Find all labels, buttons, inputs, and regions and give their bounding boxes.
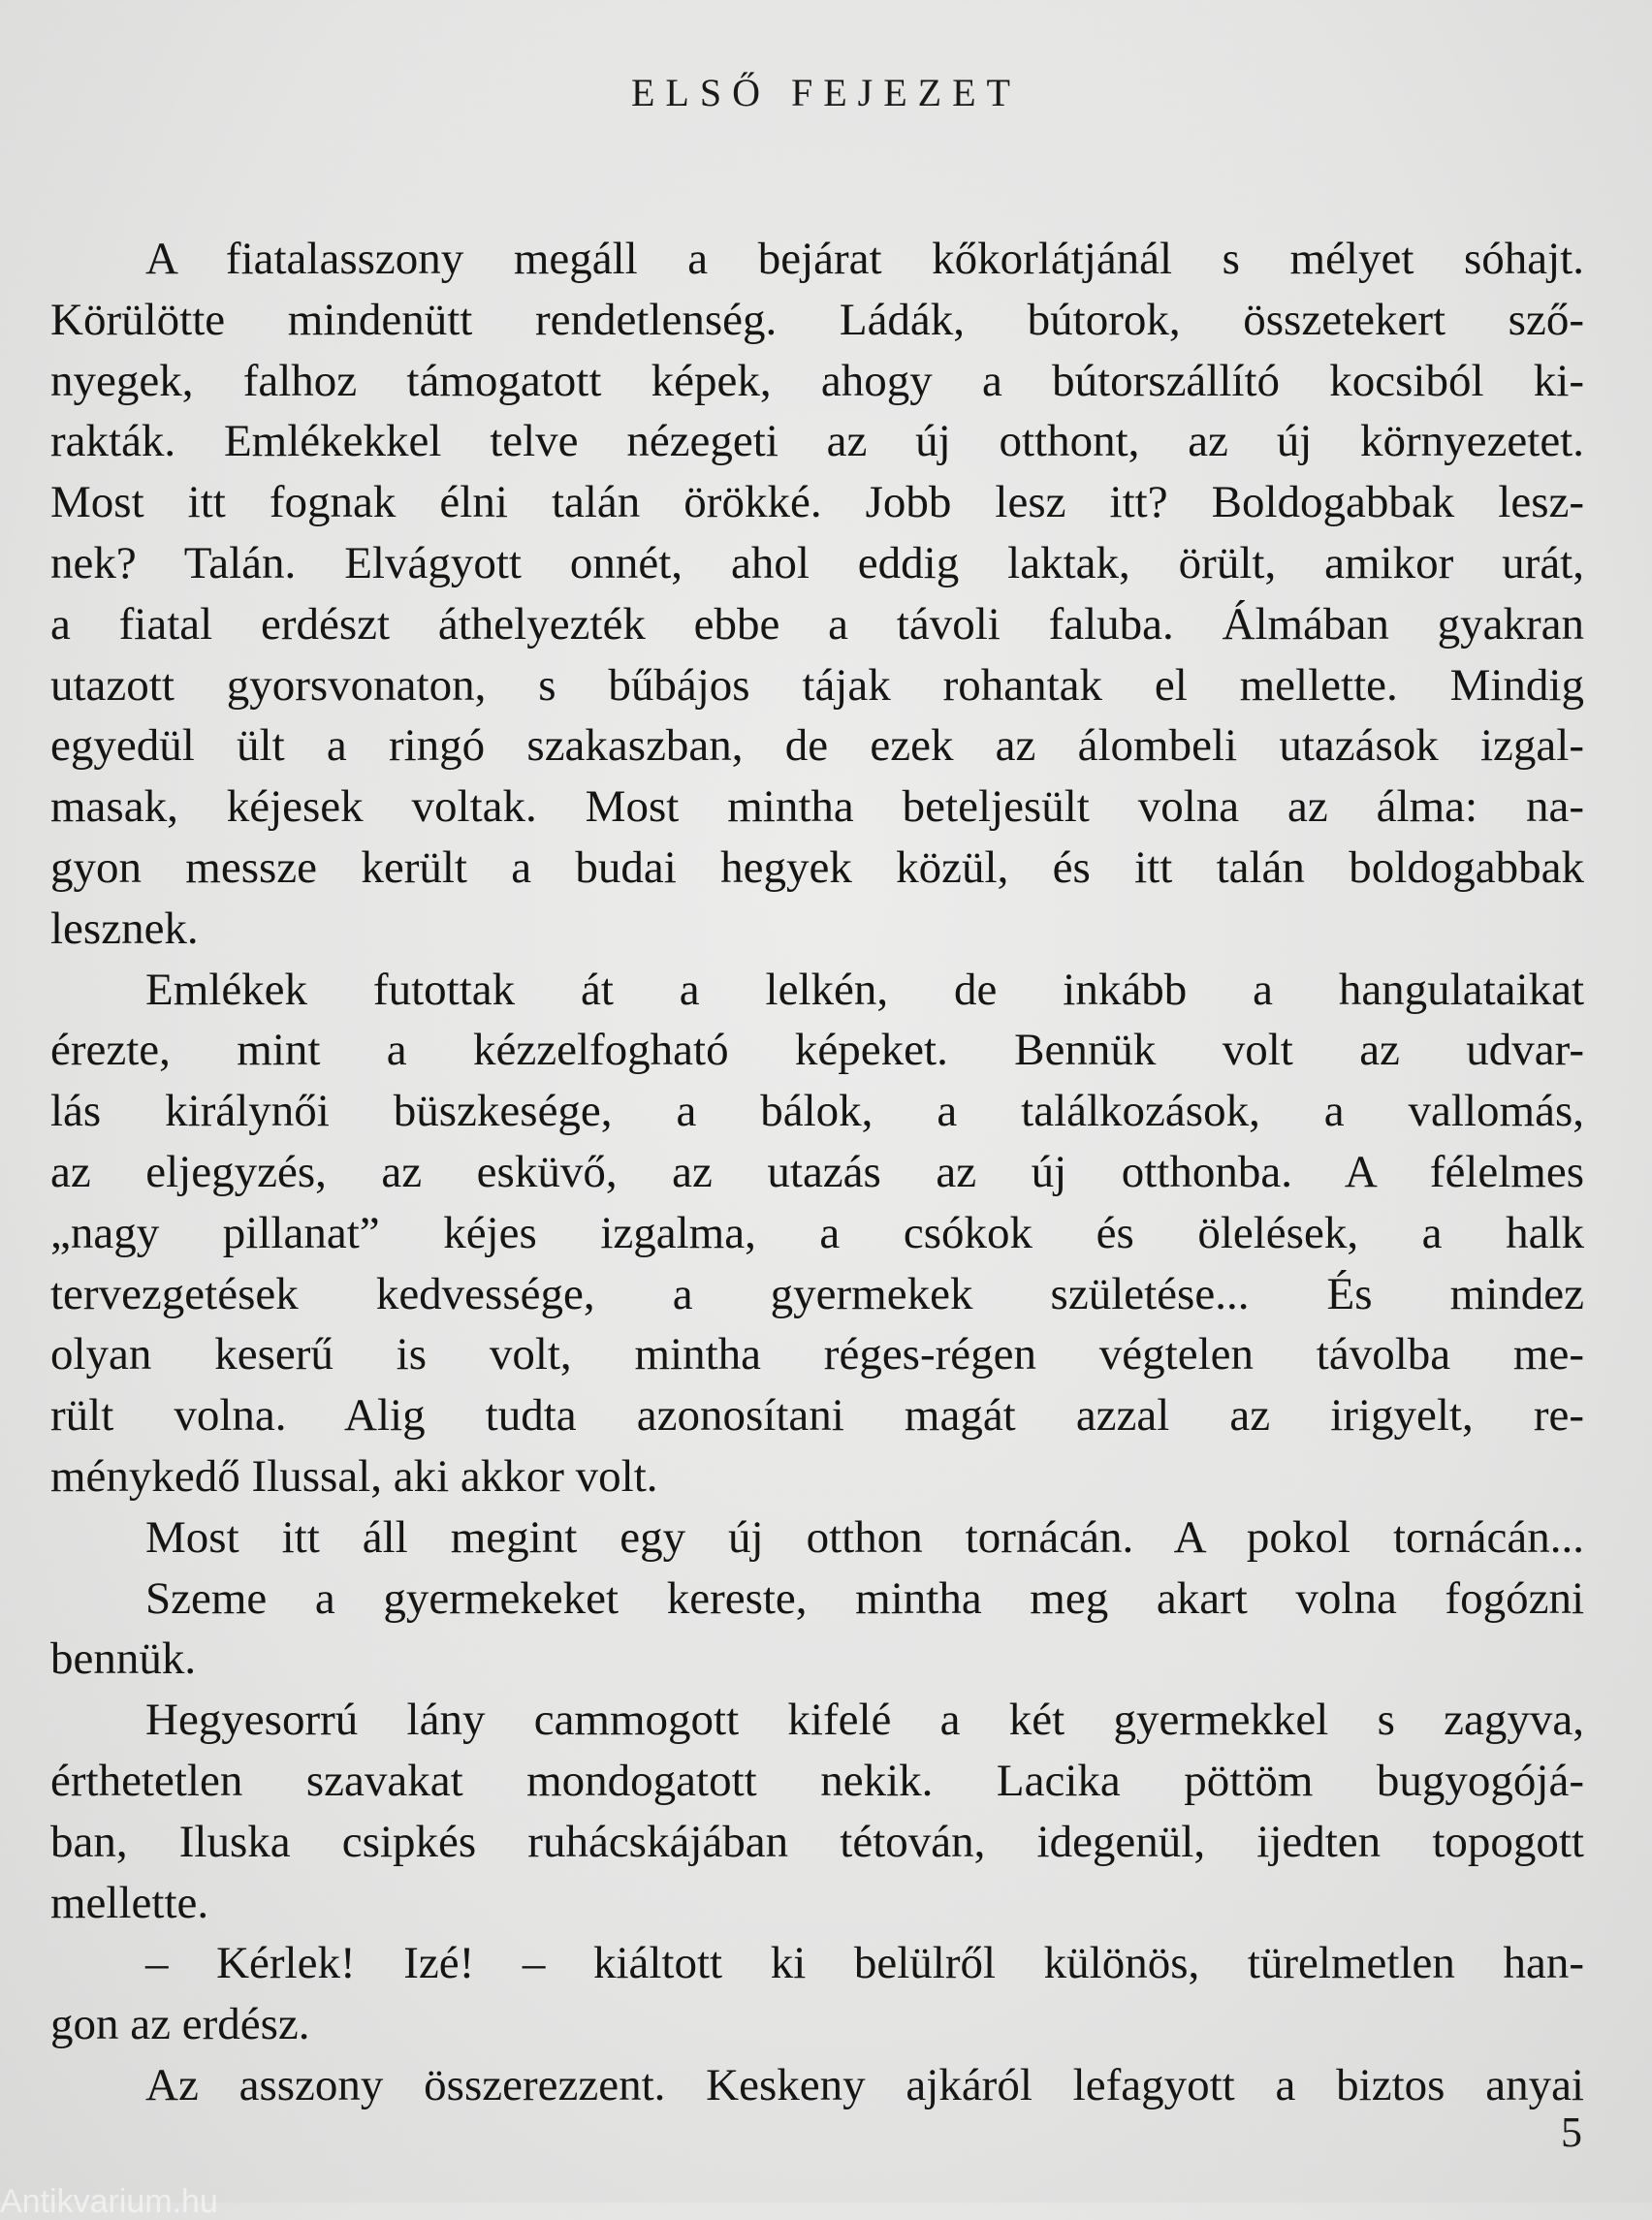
body-text <box>50 229 1584 2116</box>
text-line: érthetetlen szavakat mondogatott nekik. Lacika pöttöm bugyogójá- <box>50 1755 1584 1806</box>
text-line: A fiatalasszony megáll a bejárat kőkorlátjánál s mélyet sóhajt. <box>145 234 1584 284</box>
chapter-title: ELSŐ FEJEZET <box>631 71 1021 114</box>
text-line: érezte, mint a kézzelfogható képeket. Bennük volt az udvar- <box>50 1025 1584 1076</box>
paragraph <box>50 1690 1584 1933</box>
text-line: Most itt áll megint egy új otthon tornácán. A pokol tornácán... <box>145 1511 1584 1563</box>
text-line: lás királynői büszkesége, a bálok, a találkozások, a vallomás, <box>50 1086 1584 1137</box>
text-line: nek? Talán. Elvágyott onnét, ahol eddig laktak, örült, amikor urát, <box>50 537 1584 588</box>
text-line: ménykedő Ilussal, aki akkor volt. <box>50 1450 658 1502</box>
text-line: Most itt fognak élni talán örökké. Jobb lesz itt? Boldogabbak lesz- <box>50 477 1584 528</box>
page-number: 5 <box>1561 2109 1582 2156</box>
text-line: lesznek. <box>50 903 199 954</box>
text-line: a fiatal erdészt áthelyezték ebbe a távoli faluba. Álmában gyakran <box>50 598 1584 650</box>
text-line: olyan keserű is volt, mintha réges-régen végtelen távolba me- <box>50 1329 1584 1380</box>
paragraph <box>50 1569 1584 1691</box>
text-line: nyegek, falhoz támogatott képek, ahogy a bútorszállító kocsiból ki- <box>50 355 1584 406</box>
paragraph <box>50 2055 1584 2116</box>
paragraph <box>50 229 1584 960</box>
text-line: tervezgetések kedvessége, a gyermekek születése... És mindez <box>50 1268 1584 1319</box>
text-line: mellette. <box>50 1877 209 1928</box>
watermark: Antikvarium.hu <box>0 2183 218 2220</box>
text-line: Az asszony összerezzent. Keskeny ajkáról lefagyott a biztos anyai <box>145 2059 1584 2110</box>
text-line: ban, Iluska csipkés ruhácskájában tétován, idegenül, ijedten topogott <box>50 1816 1584 1867</box>
text-line: bennük. <box>50 1633 197 1685</box>
paragraph <box>50 960 1584 1507</box>
text-line: – Kérlek! Izé! – kiáltott ki belülről különös, türelmetlen han- <box>145 1938 1584 1989</box>
text-line: masak, kéjesek voltak. Most mintha beteljesült volna az álma: na- <box>50 781 1584 833</box>
text-line: Szeme a gyermekeket kereste, mintha meg akart volna fogózni <box>145 1572 1584 1624</box>
text-line: az eljegyzés, az esküvő, az utazás az új otthonba. A félelmes <box>50 1146 1584 1197</box>
text-line: Körülötte mindenütt rendetlenség. Ládák, bútorok, összetekert sző- <box>50 294 1584 345</box>
text-line: egyedül ült a ringó szakaszban, de ezek az álombeli utazások izgal- <box>50 720 1584 772</box>
paragraph <box>50 1507 1584 1569</box>
text-line: gyon messze került a budai hegyek közül, és itt talán boldogabbak <box>50 841 1584 893</box>
text-line: „nagy pillanat” kéjes izgalma, a csókok és ölelések, a halk <box>50 1207 1584 1258</box>
text-line: rült volna. Alig tudta azonosítani magát azzal az irigyelt, re- <box>50 1390 1584 1442</box>
paragraph <box>50 1933 1584 2055</box>
text-line: Emlékek futottak át a lelkén, de inkább a hangulataikat <box>145 964 1584 1015</box>
text-line: rakták. Emlékekkel telve nézegeti az új otthont, az új környezetet. <box>50 416 1584 467</box>
text-line: gon az erdész. <box>50 1999 310 2050</box>
text-line: utazott gyorsvonaton, s bűbájos tájak rohantak el mellette. Mindig <box>50 659 1584 711</box>
text-line: Hegyesorrú lány cammogott kifelé a két gyermekkel s zagyva, <box>145 1695 1584 1746</box>
